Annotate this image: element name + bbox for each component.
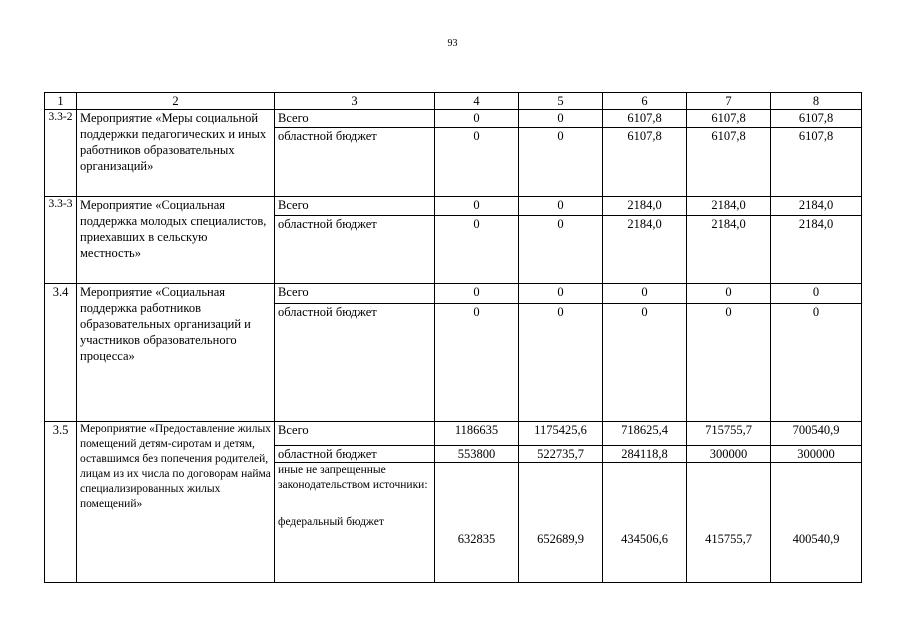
value-cell: 2184,0 (603, 197, 687, 216)
value-cell: 400540,9 (771, 463, 862, 583)
funding-source: областной бюджет (275, 128, 435, 197)
federal-budget-label: федеральный бюджет (278, 516, 384, 528)
funding-source: областной бюджет (275, 304, 435, 422)
page-number: 93 (447, 38, 458, 49)
row-number: 3.4 (45, 284, 77, 422)
value-cell: 415755,7 (687, 463, 771, 583)
value-cell: 2184,0 (771, 216, 862, 284)
value-cell: 2184,0 (771, 197, 862, 216)
value-cell: 300000 (771, 446, 862, 463)
value-cell: 6107,8 (687, 128, 771, 197)
funding-source: Всего (275, 284, 435, 304)
header-cell: 8 (771, 93, 862, 110)
table-row (45, 284, 862, 304)
value-cell: 0 (519, 216, 603, 284)
header-cell: 1 (45, 93, 77, 110)
header-cell: 2 (77, 93, 275, 110)
row-number: 3.3-2 (45, 110, 77, 197)
value-cell: 718625,4 (603, 422, 687, 446)
value-cell: 0 (435, 128, 519, 197)
header-cell: 7 (687, 93, 771, 110)
value-cell: 0 (435, 284, 519, 304)
header-row (45, 93, 862, 110)
value-cell: 0 (603, 304, 687, 422)
measure-name: Мероприятие «Социальная поддержка молодых специалистов, приехавших в сельскую местность» (77, 197, 275, 284)
value-cell: 0 (519, 284, 603, 304)
value-cell: 2184,0 (603, 216, 687, 284)
row-number: 3.5 (45, 422, 77, 583)
value-cell: 434506,6 (603, 463, 687, 583)
header-cell: 5 (519, 93, 603, 110)
funding-source: областной бюджет (275, 216, 435, 284)
value-cell: 522735,7 (519, 446, 603, 463)
value-cell: 6107,8 (603, 128, 687, 197)
value-cell: 0 (687, 284, 771, 304)
value-cell: 0 (687, 304, 771, 422)
value-cell: 0 (435, 304, 519, 422)
value-cell: 0 (519, 304, 603, 422)
funding-source (275, 463, 435, 583)
value-cell: 0 (519, 128, 603, 197)
value-cell: 0 (603, 284, 687, 304)
measure-name: Мероприятие «Предоставление жилых помещений детям-сиротам и детям, оставшимся без попечения родителей, лицам из их числа по договорам найма специализированных жилых помещений» (77, 422, 275, 583)
value-cell: 1186635 (435, 422, 519, 446)
header-cell: 6 (603, 93, 687, 110)
value-cell: 0 (771, 284, 862, 304)
measure-name: Мероприятие «Меры социальной поддержки педагогических и иных работников образовательных организаций» (77, 110, 275, 197)
value-cell: 553800 (435, 446, 519, 463)
table-row (45, 422, 862, 446)
table-row (45, 197, 862, 216)
value-cell: 284118,8 (603, 446, 687, 463)
funding-source: областной бюджет (275, 446, 435, 463)
value-cell: 0 (435, 216, 519, 284)
value-cell: 6107,8 (603, 110, 687, 128)
value-cell: 6107,8 (771, 128, 862, 197)
value-cell: 715755,7 (687, 422, 771, 446)
value-cell: 0 (519, 110, 603, 128)
table-row (45, 110, 862, 128)
value-cell: 700540,9 (771, 422, 862, 446)
funding-source: Всего (275, 110, 435, 128)
header-cell: 4 (435, 93, 519, 110)
value-cell: 652689,9 (519, 463, 603, 583)
budget-table (44, 92, 862, 583)
value-cell: 1175425,6 (519, 422, 603, 446)
funding-source: Всего (275, 422, 435, 446)
value-cell: 0 (435, 110, 519, 128)
value-cell: 2184,0 (687, 216, 771, 284)
header-cell: 3 (275, 93, 435, 110)
value-cell: 632835 (435, 463, 519, 583)
value-cell: 6107,8 (687, 110, 771, 128)
value-cell: 0 (435, 197, 519, 216)
value-cell: 0 (771, 304, 862, 422)
value-cell: 2184,0 (687, 197, 771, 216)
value-cell: 0 (519, 197, 603, 216)
measure-name: Мероприятие «Социальная поддержка работников образовательных организаций и участников образовательного процесса» (77, 284, 275, 422)
value-cell: 6107,8 (771, 110, 862, 128)
other-sources-label: иные не запрещенные законодательством источники: (278, 464, 428, 491)
value-cell: 300000 (687, 446, 771, 463)
row-number: 3.3-3 (45, 197, 77, 284)
funding-source: Всего (275, 197, 435, 216)
